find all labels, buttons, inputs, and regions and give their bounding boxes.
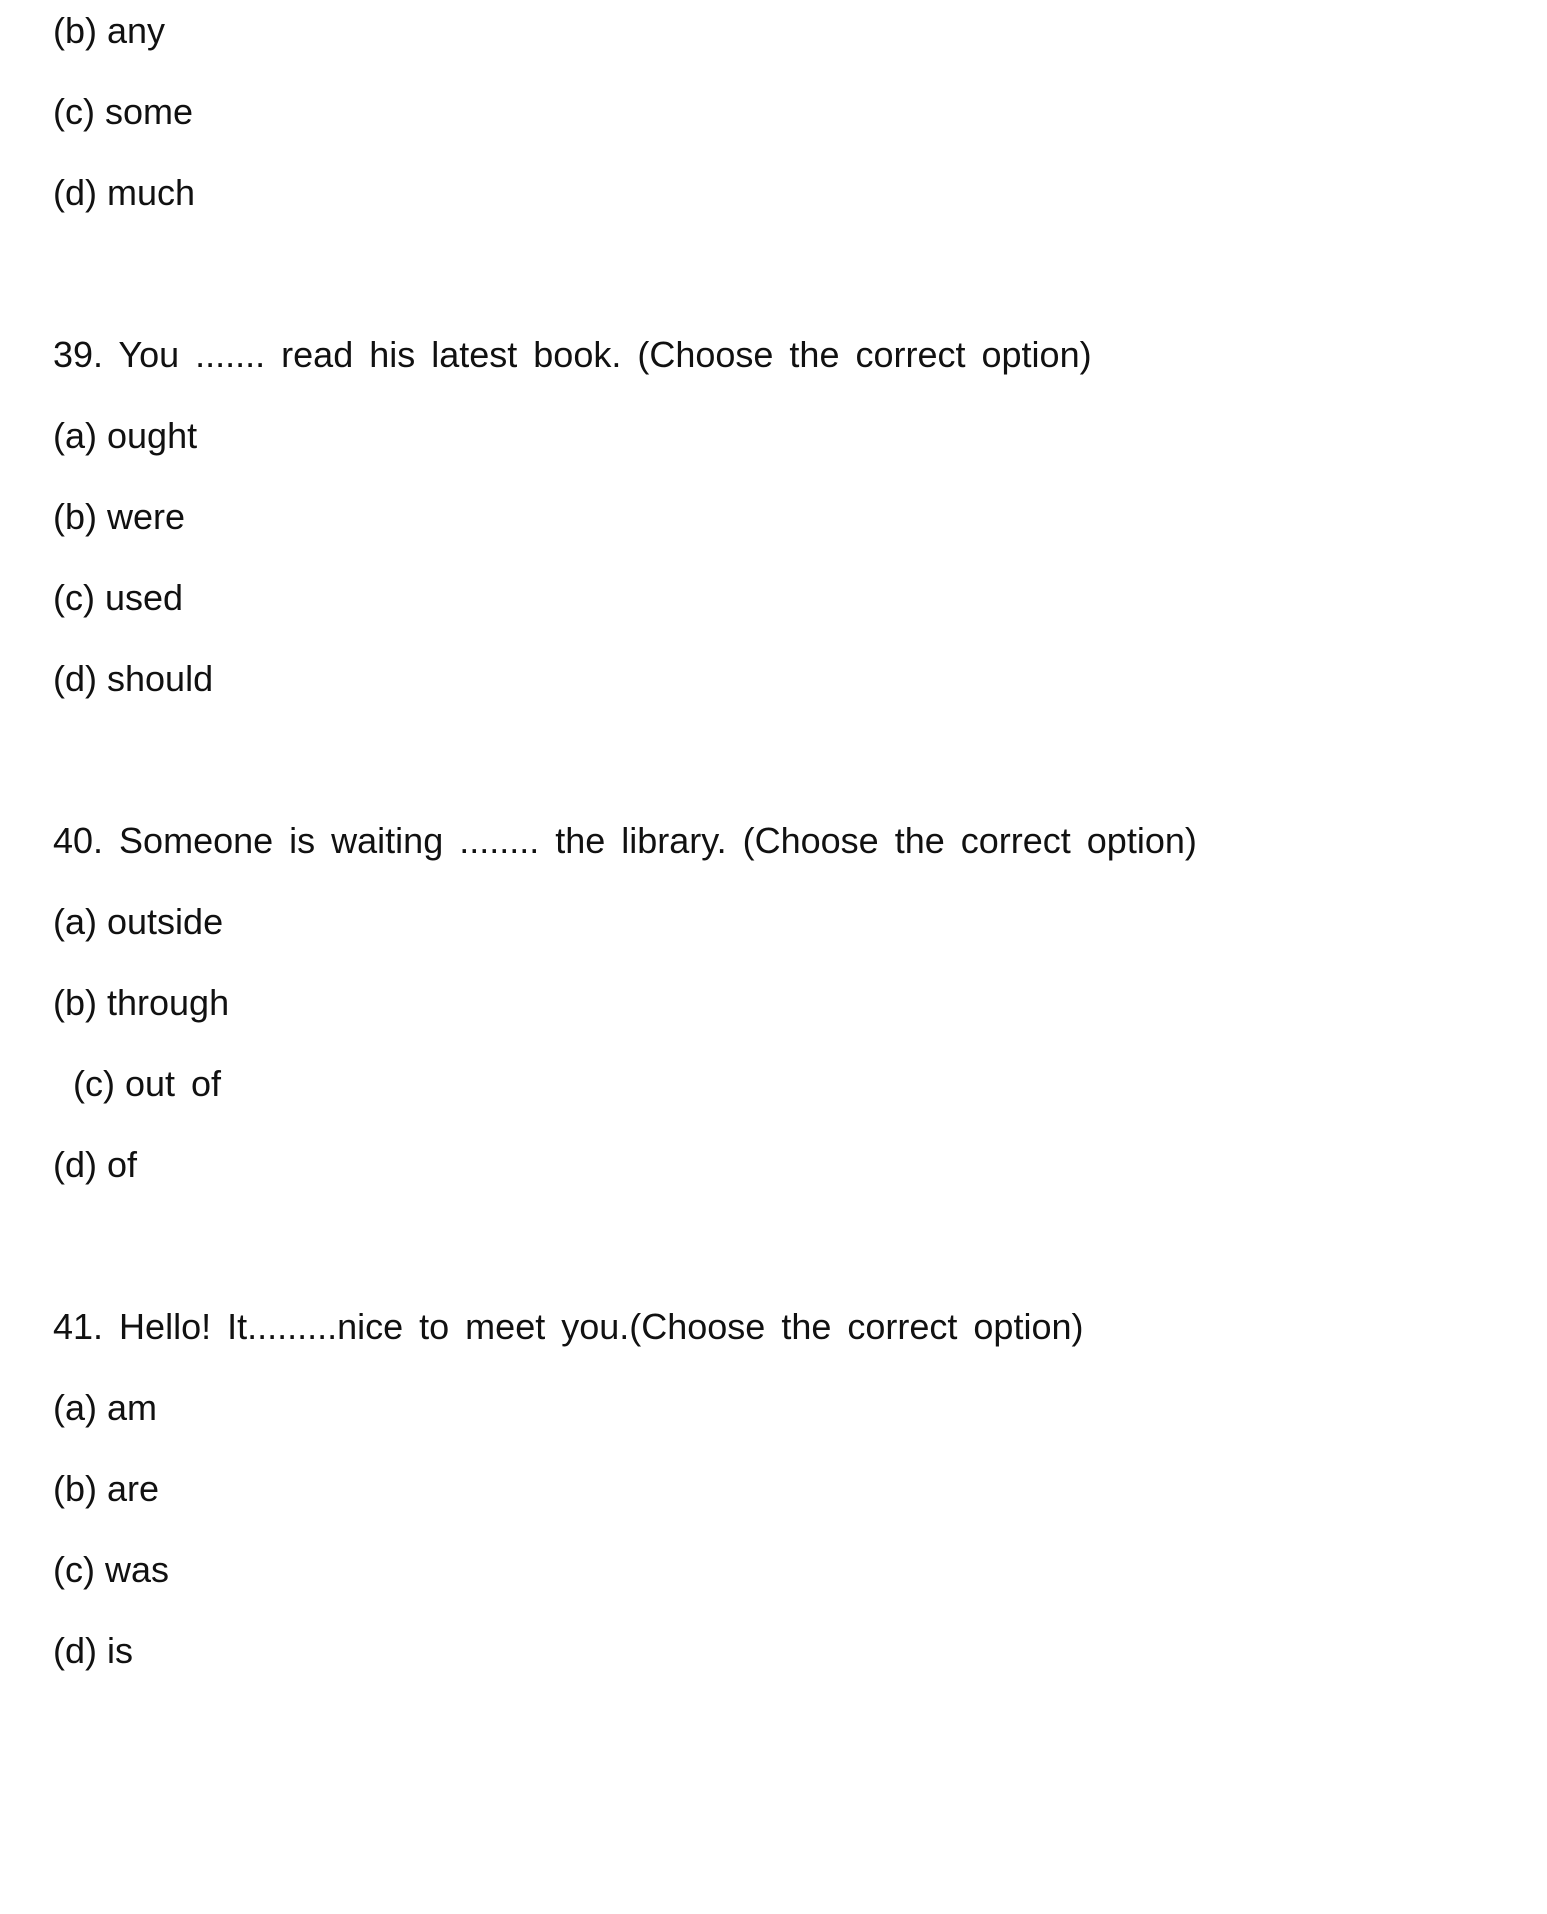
question-40: 40. Someone is waiting ........ the library. (Choose the correct option): [53, 820, 1197, 861]
option-text: are: [107, 1468, 160, 1509]
option-text: outside: [107, 901, 224, 942]
option-text: out of: [124, 1063, 222, 1104]
spacer: [53, 719, 1547, 800]
option-d: [53, 152, 1547, 233]
option-c: [53, 1043, 1547, 1124]
option-text: used: [104, 577, 184, 618]
option-d: [53, 1124, 1547, 1205]
option-text: am: [107, 1387, 158, 1428]
option-label: (b): [53, 496, 97, 537]
option-text: of: [107, 1144, 138, 1185]
spacer: [53, 1205, 1547, 1286]
option-label: (a): [53, 901, 97, 942]
option-text: through: [107, 982, 230, 1023]
option-a: [53, 1367, 1547, 1448]
option-label: (a): [53, 1387, 97, 1428]
option-label: (b): [53, 10, 97, 51]
option-text: some: [104, 91, 194, 132]
option-text: is: [107, 1630, 133, 1671]
option-label: (d): [53, 172, 97, 213]
option-text: should: [107, 658, 214, 699]
spacer: [53, 233, 1547, 314]
option-label: (c): [53, 91, 95, 132]
option-b: [53, 476, 1547, 557]
option-label: (d): [53, 1144, 97, 1185]
option-text: any: [107, 10, 166, 51]
option-label: (c): [53, 1549, 95, 1590]
option-b: [53, 1448, 1547, 1529]
option-text: much: [107, 172, 196, 213]
option-b: [53, 0, 1547, 71]
option-c: [53, 71, 1547, 152]
option-b: [53, 962, 1547, 1043]
option-c: [53, 1529, 1547, 1610]
option-c: [53, 557, 1547, 638]
option-label: (d): [53, 1630, 97, 1671]
option-label: (c): [53, 577, 95, 618]
option-d: [53, 638, 1547, 719]
option-text: ought: [107, 415, 198, 456]
document-page: [53, 0, 1547, 1691]
option-text: were: [107, 496, 186, 537]
option-text: was: [104, 1549, 170, 1590]
option-label: (b): [53, 982, 97, 1023]
option-d: [53, 1610, 1547, 1691]
option-label: (d): [53, 658, 97, 699]
option-label: (b): [53, 1468, 97, 1509]
option-a: [53, 395, 1547, 476]
question-41: 41. Hello! It.........nice to meet you.(Choose the correct option): [53, 1306, 1084, 1347]
option-label: (a): [53, 415, 97, 456]
option-a: [53, 881, 1547, 962]
question-39: 39. You ....... read his latest book. (Choose the correct option): [53, 334, 1092, 375]
option-label: (c): [73, 1063, 115, 1104]
